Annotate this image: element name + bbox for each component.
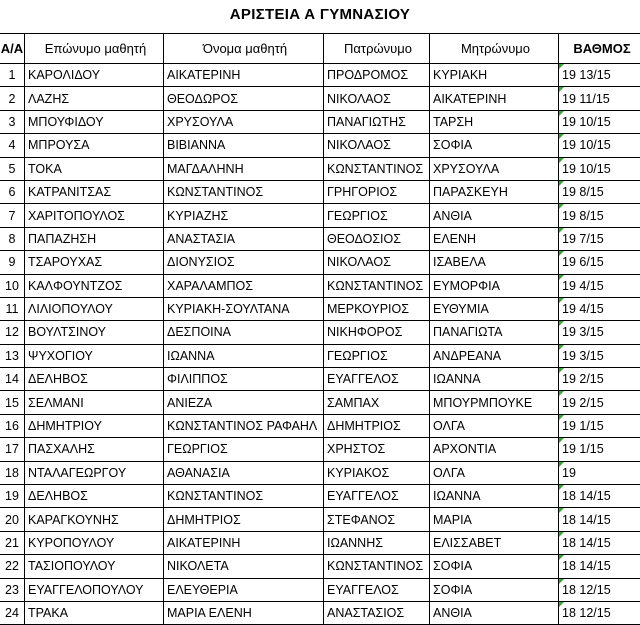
cell-surname: ΔΕΛΗΒΟΣ [25,368,164,391]
cell-mother: ΙΣΑΒΕΛΑ [430,251,559,274]
cell-father: ΝΙΚΟΛΑΟΣ [324,134,430,157]
table-row [0,508,640,531]
cell-aa: 9 [0,251,25,274]
cell-aa: 20 [0,508,25,531]
cell-surname: ΝΤΑΛΑΓΕΩΡΓΟΥ [25,461,164,484]
table-row [0,157,640,180]
cell-grade: 19 8/15 [559,204,640,227]
table-row [0,274,640,297]
cell-mother: ΕΛΕΝΗ [430,227,559,250]
cell-mother: ΑΡΧΟΝΤΙΑ [430,438,559,461]
cell-grade: 19 2/15 [559,368,640,391]
cell-grade: 18 14/15 [559,531,640,554]
cell-aa: 1 [0,64,25,87]
cell-father: ΧΡΗΣΤΟΣ [324,438,430,461]
cell-grade: 19 4/15 [559,297,640,320]
cell-name: ΝΙΚΟΛΕΤΑ [164,555,324,578]
cell-name: ΘΕΟΔΩΡΟΣ [164,87,324,110]
cell-aa: 24 [0,601,25,624]
cell-aa: 23 [0,578,25,601]
cell-father: ΔΗΜΗΤΡΙΟΣ [324,414,430,437]
table-row [0,578,640,601]
table-row [0,64,640,87]
cell-grade: 19 10/15 [559,157,640,180]
cell-father: ΠΑΝΑΓΙΩΤΗΣ [324,110,430,133]
cell-name: ΑΘΑΝΑΣΙΑ [164,461,324,484]
cell-aa: 15 [0,391,25,414]
table-row [0,297,640,320]
cell-aa: 21 [0,531,25,554]
cell-surname: ΣΕΛΜΑΝΙ [25,391,164,414]
cell-father: ΕΥΑΓΓΕΛΟΣ [324,578,430,601]
cell-grade: 19 1/15 [559,438,640,461]
table-row [0,438,640,461]
cell-father: ΓΕΩΡΓΙΟΣ [324,204,430,227]
cell-name: ΧΡΥΣΟΥΛΑ [164,110,324,133]
cell-aa: 22 [0,555,25,578]
cell-father: ΝΙΚΟΛΑΟΣ [324,251,430,274]
table-row [0,344,640,367]
cell-grade: 18 14/15 [559,555,640,578]
cell-mother: ΑΝΔΡΕΑΝΑ [430,344,559,367]
cell-aa: 18 [0,461,25,484]
cell-mother: ΣΟΦΙΑ [430,134,559,157]
cell-father: ΘΕΟΔΟΣΙΟΣ [324,227,430,250]
cell-grade: 18 14/15 [559,508,640,531]
cell-grade: 19 3/15 [559,321,640,344]
cell-surname: ΨΥΧΟΓΙΟΥ [25,344,164,367]
cell-surname: ΠΑΣΧΑΛΗΣ [25,438,164,461]
cell-surname: ΒΟΥΛΤΣΙΝΟΥ [25,321,164,344]
header-grade: ΒΑΘΜΟΣ [559,34,640,64]
cell-grade: 19 3/15 [559,344,640,367]
cell-name: ΚΩΝΣΤΑΝΤΙΝΟΣ [164,180,324,203]
cell-mother: ΜΑΡΙΑ [430,508,559,531]
table-row [0,321,640,344]
cell-name: ΕΛΕΥΘΕΡΙΑ [164,578,324,601]
cell-father: ΝΙΚΟΛΑΟΣ [324,87,430,110]
cell-father: ΣΑΜΠΑΧ [324,391,430,414]
cell-mother: ΕΥΘΥΜΙΑ [430,297,559,320]
cell-surname: ΛΑΖΗΣ [25,87,164,110]
cell-surname: ΔΗΜΗΤΡΙΟΥ [25,414,164,437]
cell-aa: 6 [0,180,25,203]
cell-surname: ΚΑΛΦΟΥΝΤΖΟΣ [25,274,164,297]
cell-aa: 4 [0,134,25,157]
table-row [0,555,640,578]
cell-name: ΦΙΛΙΠΠΟΣ [164,368,324,391]
cell-mother: ΟΛΓΑ [430,414,559,437]
header-name: Όνομα μαθητή [164,34,324,64]
cell-mother: ΕΛΙΣΣΑΒΕΤ [430,531,559,554]
cell-surname: ΧΑΡΙΤΟΠΟΥΛΟΣ [25,204,164,227]
cell-surname: ΤΑΣΙΟΠΟΥΛΟΥ [25,555,164,578]
cell-father: ΠΡΟΔΡΟΜΟΣ [324,64,430,87]
table-row [0,461,640,484]
cell-father: ΚΥΡΙΑΚΟΣ [324,461,430,484]
cell-father: ΜΕΡΚΟΥΡΙΟΣ [324,297,430,320]
table-row [0,251,640,274]
cell-name: ΚΩΝΣΤΑΝΤΙΝΟΣ ΡΑΦΑΗΛ [164,414,324,437]
cell-aa: 7 [0,204,25,227]
cell-name: ΑΝΙΕΖΑ [164,391,324,414]
cell-mother: ΑΝΘΙΑ [430,601,559,624]
cell-name: ΑΙΚΑΤΕΡΙΝΗ [164,64,324,87]
cell-mother: ΣΟΦΙΑ [430,555,559,578]
cell-surname: ΚΥΡΟΠΟΥΛΟΥ [25,531,164,554]
cell-name: ΚΥΡΙΑΚΗ-ΣΟΥΛΤΑΝΑ [164,297,324,320]
cell-grade: 19 7/15 [559,227,640,250]
cell-aa: 8 [0,227,25,250]
cell-aa: 19 [0,485,25,508]
cell-father: ΣΤΕΦΑΝΟΣ [324,508,430,531]
header-row [0,34,640,64]
cell-grade: 19 4/15 [559,274,640,297]
cell-grade: 19 8/15 [559,180,640,203]
cell-mother: ΜΠΟΥΡΜΠΟΥΚΕ [430,391,559,414]
cell-grade: 19 11/15 [559,87,640,110]
cell-name: ΜΑΡΙΑ ΕΛΕΝΗ [164,601,324,624]
cell-mother: ΧΡΥΣΟΥΛΑ [430,157,559,180]
cell-mother: ΙΩΑΝΝΑ [430,368,559,391]
cell-mother: ΣΟΦΙΑ [430,578,559,601]
table-row [0,87,640,110]
cell-grade: 18 14/15 [559,485,640,508]
header-father: Πατρώνυμο [324,34,430,64]
cell-grade: 19 10/15 [559,134,640,157]
cell-father: ΚΩΝΣΤΑΝΤΙΝΟΣ [324,555,430,578]
cell-grade: 19 2/15 [559,391,640,414]
cell-name: ΑΙΚΑΤΕΡΙΝΗ [164,531,324,554]
table-row [0,110,640,133]
cell-grade: 18 12/15 [559,601,640,624]
table-row [0,601,640,624]
cell-mother: ΤΑΡΣΗ [430,110,559,133]
header-mother: Μητρώνυμο [430,34,559,64]
cell-grade: 19 13/15 [559,64,640,87]
table-row [0,485,640,508]
cell-father: ΑΝΑΣΤΑΣΙΟΣ [324,601,430,624]
cell-name: ΚΩΝΣΤΑΝΤΙΝΟΣ [164,485,324,508]
cell-grade: 19 [559,461,640,484]
cell-name: ΔΕΣΠΟΙΝΑ [164,321,324,344]
cell-grade: 19 10/15 [559,110,640,133]
cell-aa: 3 [0,110,25,133]
cell-mother: ΠΑΡΑΣΚΕΥΗ [430,180,559,203]
cell-surname: ΜΠΡΟΥΣΑ [25,134,164,157]
cell-name: ΜΑΓΔΑΛΗΝΗ [164,157,324,180]
table-row [0,531,640,554]
table-body [0,64,640,625]
cell-surname: ΚΑΤΡΑΝΙΤΣΑΣ [25,180,164,203]
awards-table [0,33,640,625]
header-surname: Επώνυμο μαθητή [25,34,164,64]
cell-mother: ΑΝΘΙΑ [430,204,559,227]
cell-name: ΑΝΑΣΤΑΣΙΑ [164,227,324,250]
cell-father: ΕΥΑΓΓΕΛΟΣ [324,485,430,508]
cell-father: ΝΙΚΗΦΟΡΟΣ [324,321,430,344]
cell-name: ΒΙΒΙΑΝΝΑ [164,134,324,157]
header-aa: Α/Α [0,34,25,64]
cell-mother: ΕΥΜΟΡΦΙΑ [430,274,559,297]
cell-surname: ΚΑΡΑΓΚΟΥΝΗΣ [25,508,164,531]
cell-aa: 12 [0,321,25,344]
cell-aa: 17 [0,438,25,461]
cell-surname: ΛΙΛΙΟΠΟΥΛΟΥ [25,297,164,320]
cell-aa: 11 [0,297,25,320]
table-row [0,414,640,437]
cell-surname: ΔΕΛΗΒΟΣ [25,485,164,508]
cell-surname: ΜΠΟΥΦΙΔΟΥ [25,110,164,133]
cell-father: ΓΕΩΡΓΙΟΣ [324,344,430,367]
cell-father: ΙΩΑΝΝΗΣ [324,531,430,554]
cell-aa: 14 [0,368,25,391]
cell-mother: ΚΥΡΙΑΚΗ [430,64,559,87]
cell-mother: ΑΙΚΑΤΕΡΙΝΗ [430,87,559,110]
cell-name: ΚΥΡΙΑΖΗΣ [164,204,324,227]
cell-mother: ΟΛΓΑ [430,461,559,484]
table-row [0,391,640,414]
cell-surname: ΠΑΠΑΖΗΣΗ [25,227,164,250]
page-title: ΑΡΙΣΤΕΙΑ Α ΓΥΜΝΑΣΙΟΥ [0,6,640,23]
cell-surname: ΤΟΚΑ [25,157,164,180]
cell-aa: 16 [0,414,25,437]
cell-name: ΧΑΡΑΛΑΜΠΟΣ [164,274,324,297]
table-row [0,134,640,157]
cell-mother: ΙΩΑΝΝΑ [430,485,559,508]
table-row [0,368,640,391]
cell-father: ΓΡΗΓΟΡΙΟΣ [324,180,430,203]
table-row [0,180,640,203]
cell-grade: 18 12/15 [559,578,640,601]
cell-name: ΙΩΑΝΝΑ [164,344,324,367]
table-row [0,204,640,227]
cell-name: ΔΗΜΗΤΡΙΟΣ [164,508,324,531]
cell-surname: ΚΑΡΟΛΙΔΟΥ [25,64,164,87]
cell-name: ΓΕΩΡΓΙΟΣ [164,438,324,461]
cell-father: ΚΩΝΣΤΑΝΤΙΝΟΣ [324,157,430,180]
cell-aa: 5 [0,157,25,180]
cell-aa: 10 [0,274,25,297]
cell-surname: ΕΥΑΓΓΕΛΟΠΟΥΛΟΥ [25,578,164,601]
cell-surname: ΤΡΑΚΑ [25,601,164,624]
cell-grade: 19 6/15 [559,251,640,274]
cell-mother: ΠΑΝΑΓΙΩΤΑ [430,321,559,344]
cell-aa: 2 [0,87,25,110]
cell-grade: 19 1/15 [559,414,640,437]
cell-father: ΕΥΑΓΓΕΛΟΣ [324,368,430,391]
table-row [0,227,640,250]
cell-aa: 13 [0,344,25,367]
cell-father: ΚΩΝΣΤΑΝΤΙΝΟΣ [324,274,430,297]
cell-name: ΔΙΟΝΥΣΙΟΣ [164,251,324,274]
cell-surname: ΤΣΑΡΟΥΧΑΣ [25,251,164,274]
